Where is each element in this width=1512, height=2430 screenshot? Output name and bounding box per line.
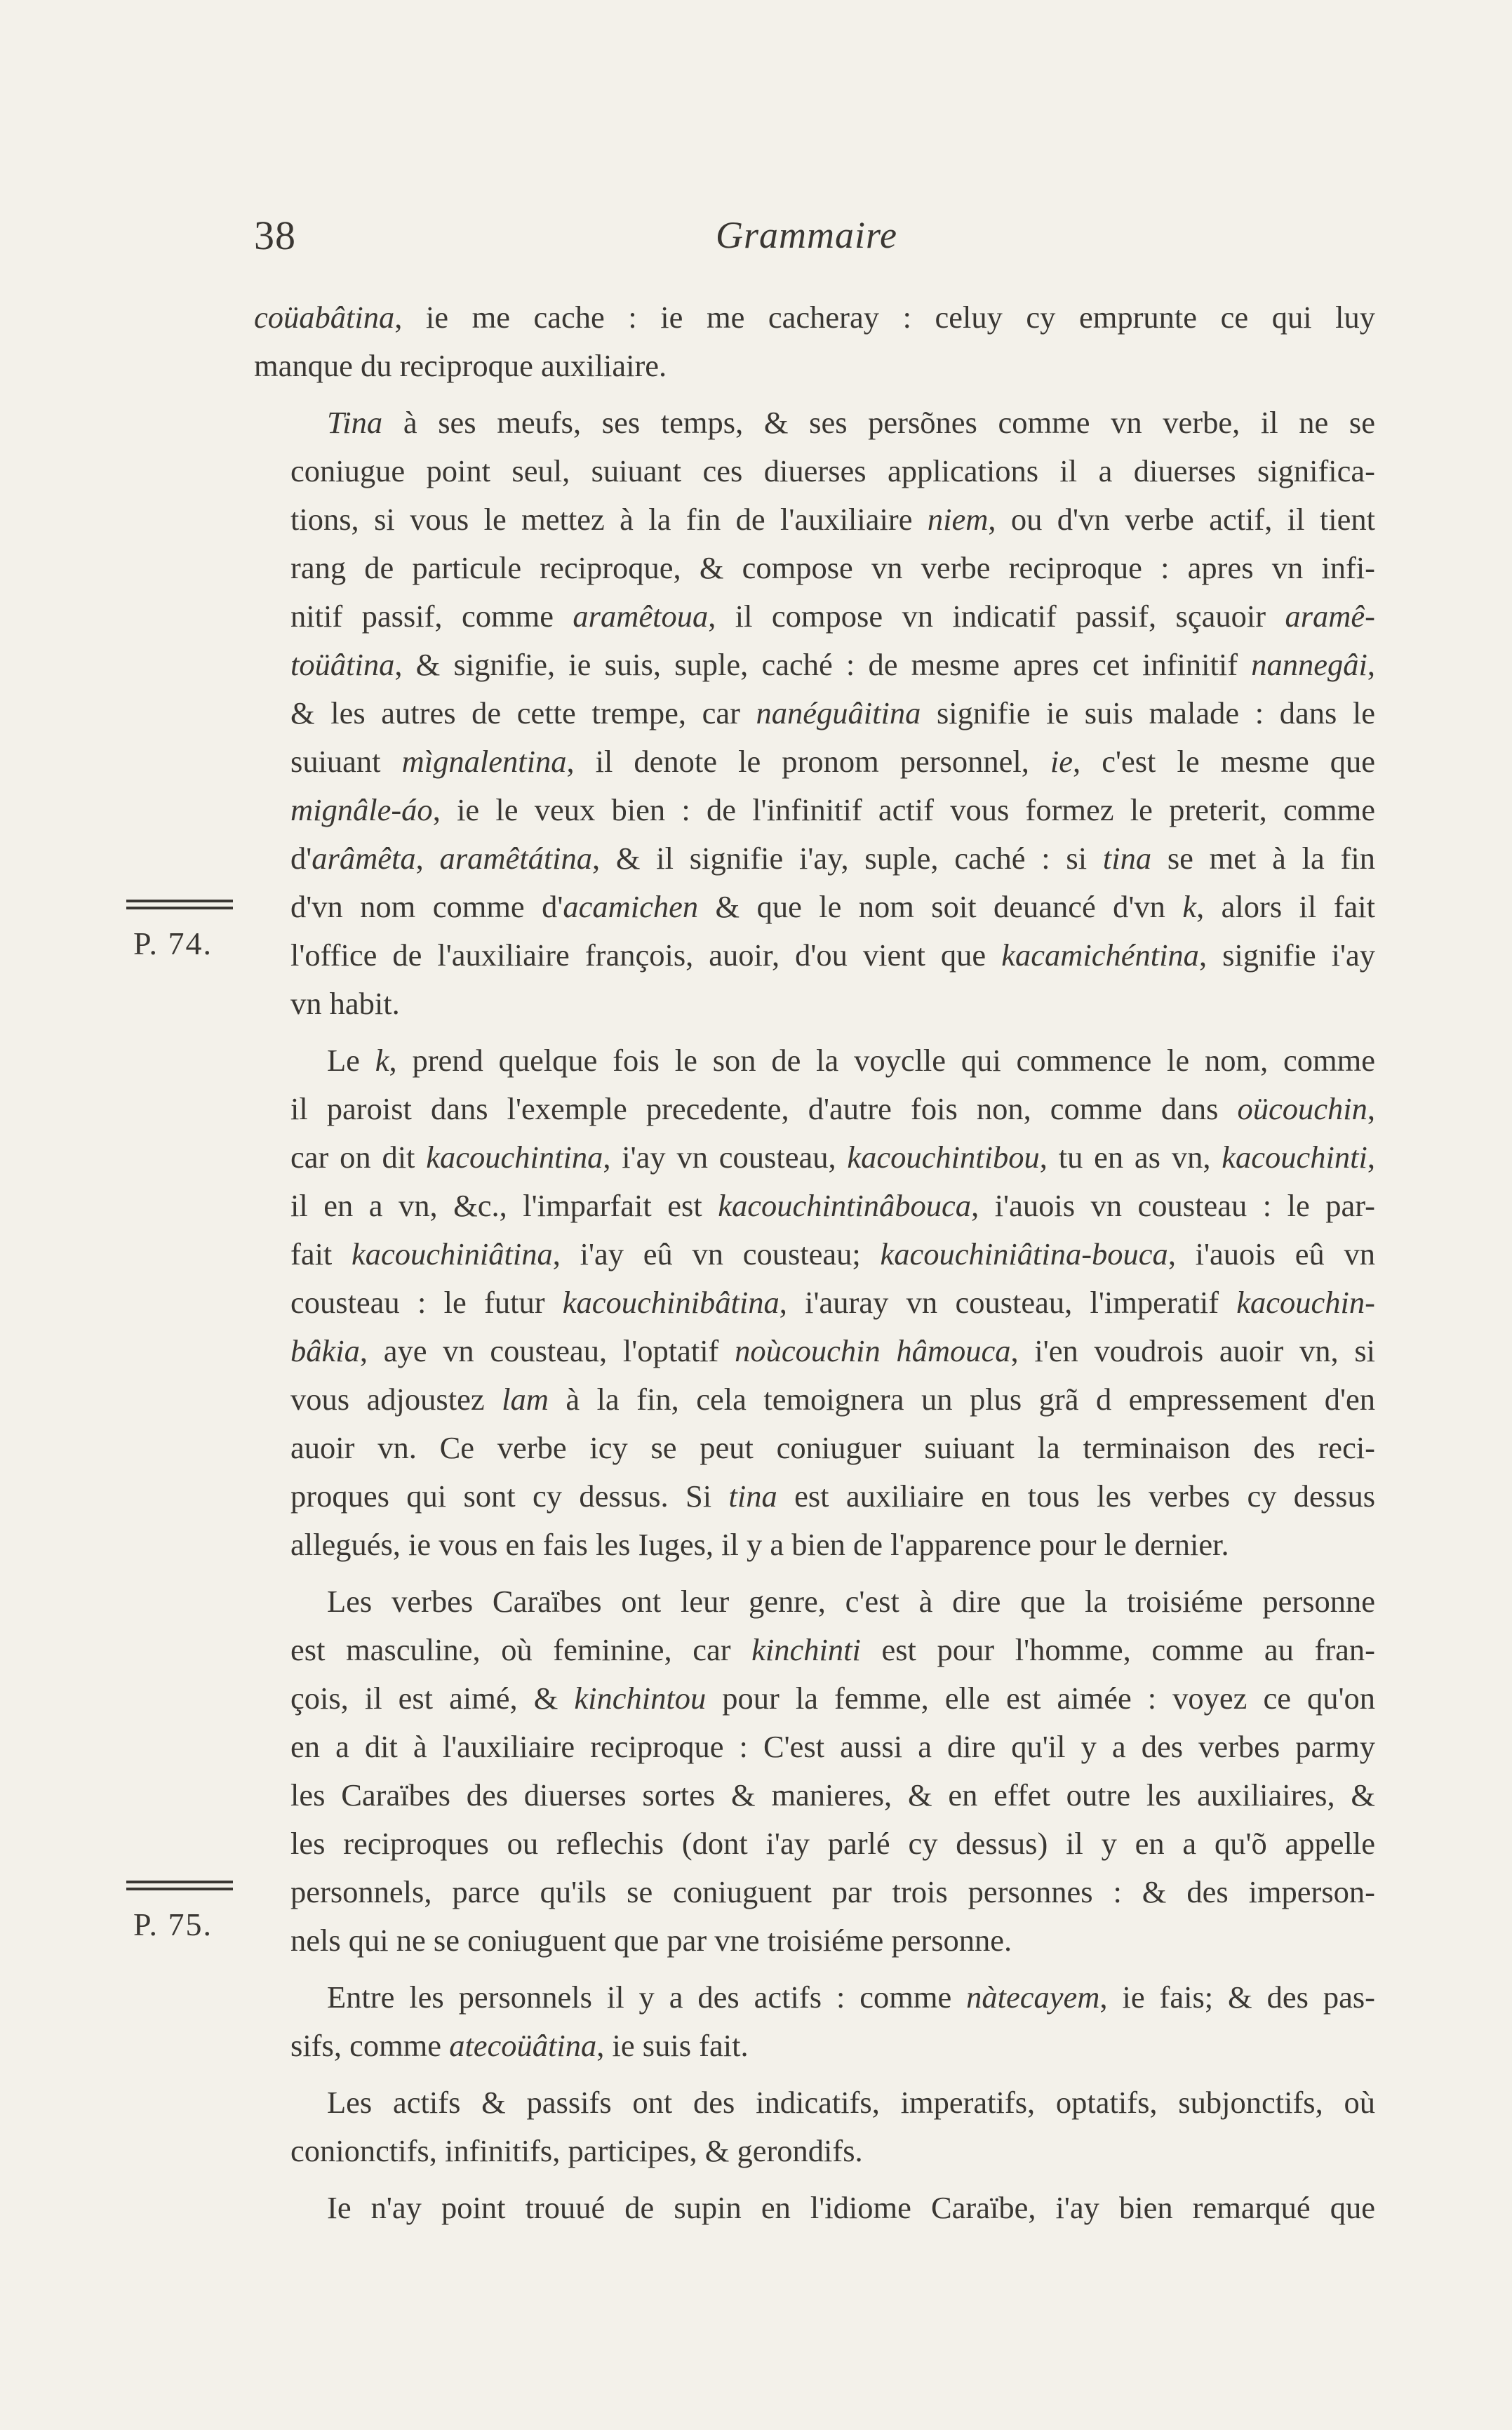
italic-term: arâmêta xyxy=(312,841,416,876)
text-line xyxy=(254,1085,1375,1133)
text-line xyxy=(254,1521,1375,1569)
text-line xyxy=(254,1820,1375,1868)
text-run: est pour l'homme, comme au fran- xyxy=(860,1632,1375,1667)
text-run: & les autres de cette trempe, car xyxy=(290,695,756,730)
text-run: , ie me cache : ie me cacheray : celuy cy emprunte ce qui luy xyxy=(394,300,1375,335)
text-run: , xyxy=(1367,1091,1375,1126)
text-line xyxy=(254,1472,1375,1521)
italic-term: mìgnalentina xyxy=(401,744,567,779)
text-line xyxy=(254,399,1375,447)
text-run: les Caraïbes des diuerses sortes & manieres, & en effet outre les auxiliaires, & xyxy=(290,1777,1375,1813)
text-line xyxy=(254,1133,1375,1182)
italic-term: toüâtina xyxy=(290,647,395,682)
text-line xyxy=(254,1771,1375,1820)
text-run: vous adjoustez xyxy=(290,1382,502,1417)
text-run: il en a vn, &c., l'imparfait est xyxy=(290,1188,718,1223)
text-line xyxy=(254,689,1375,737)
text-run: Les actifs & passifs ont des indicatifs, imperatifs, optatifs, subjonctifs, où xyxy=(327,2085,1375,2120)
text-run: personnels, parce qu'ils se coniuguent par trois personnes : & des imperson- xyxy=(290,1874,1375,1909)
text-run: , ou d'vn verbe actif, il tient xyxy=(988,502,1375,537)
italic-term: tina xyxy=(1102,841,1152,876)
text-run: , xyxy=(1367,647,1375,682)
text-line xyxy=(254,1327,1375,1375)
text-run: , xyxy=(415,841,440,876)
text-line xyxy=(254,1036,1375,1085)
text-line xyxy=(254,2022,1375,2070)
italic-term: noùcouchin hâmouca xyxy=(735,1333,1011,1368)
paragraph xyxy=(254,1577,1375,1965)
text-line xyxy=(254,293,1375,342)
text-run: est auxiliaire en tous les verbes cy dessus xyxy=(777,1478,1376,1514)
text-run: , c'est le mesme que xyxy=(1073,744,1375,779)
italic-term: aramê- xyxy=(1285,599,1375,634)
italic-term: lam xyxy=(502,1382,549,1417)
paragraph xyxy=(254,399,1375,1028)
text-run: est masculine, où feminine, car xyxy=(290,1632,752,1667)
text-run: nels qui ne se coniuguent que par vne troisiéme personne. xyxy=(290,1923,1012,1958)
text-line xyxy=(254,1375,1375,1424)
text-run: , i'auray vn cousteau, l'imperatif xyxy=(779,1285,1237,1320)
text-run: proques qui sont cy dessus. Si xyxy=(290,1478,729,1514)
text-run: rang de particule reciproque, & compose vn verbe reciproque : apres vn infi- xyxy=(290,550,1375,585)
text-line xyxy=(254,495,1375,544)
text-run: à ses meufs, ses temps, & ses persõnes comme vn verbe, il ne se xyxy=(382,405,1375,440)
paragraph xyxy=(254,293,1375,390)
text-run: tions, si vous le mettez à la fin de l'auxiliaire xyxy=(290,502,928,537)
italic-term: kacouchintinâbouca xyxy=(718,1188,972,1223)
text-run: , tu en as vn, xyxy=(1039,1140,1222,1175)
text-run: Les verbes Caraïbes ont leur genre, c'est à dire que la troisiéme personne xyxy=(327,1584,1375,1619)
text-run: nitif passif, comme xyxy=(290,599,573,634)
italic-term: kacouchiniâtina-bouca xyxy=(880,1236,1168,1271)
text-run: , ie le veux bien : de l'infinitif actif vous formez le preterit, comme xyxy=(432,792,1375,827)
text-run: l'office de l'auxiliaire françois, auoir, d'ou vient que xyxy=(290,937,1002,973)
text-run: Ie n'ay point trouué de supin en l'idiome Caraïbe, i'ay bien remarqué que xyxy=(327,2190,1375,2225)
italic-term: kacamichéntina xyxy=(1001,937,1199,973)
italic-term: nanéguâitina xyxy=(756,695,921,730)
text-run: Entre les personnels il y a des actifs : comme xyxy=(327,1980,967,2015)
text-run: cousteau : le futur xyxy=(290,1285,563,1320)
text-run: allegués, ie vous en fais les Iuges, il y a bien de l'apparence pour le dernier. xyxy=(290,1527,1229,1562)
italic-term: kacouchinti xyxy=(1222,1140,1367,1175)
italic-term: tina xyxy=(728,1478,777,1514)
text-line xyxy=(254,1182,1375,1230)
text-line xyxy=(254,641,1375,689)
text-run: il paroist dans l'exemple precedente, d'autre fois non, comme dans xyxy=(290,1091,1238,1126)
text-line xyxy=(254,447,1375,495)
italic-term: aramêtátina xyxy=(439,841,593,876)
margin-page-reference: P. 75. xyxy=(133,1907,213,1942)
italic-term: mignâle-áo xyxy=(290,792,433,827)
italic-term: kacouchin- xyxy=(1236,1285,1375,1320)
text-line xyxy=(254,737,1375,786)
text-run: çois, il est aimé, & xyxy=(290,1681,575,1716)
text-line xyxy=(254,2184,1375,2232)
text-run: d' xyxy=(290,841,312,876)
text-run: signifie ie suis malade : dans le xyxy=(921,695,1375,730)
text-run: en a dit à l'auxiliaire reciproque : C'est aussi a dire qu'il y a des verbes parmy xyxy=(290,1729,1375,1764)
text-line xyxy=(254,1723,1375,1771)
text-line xyxy=(254,1279,1375,1327)
italic-term: ie xyxy=(1050,744,1073,779)
text-line xyxy=(254,2078,1375,2127)
text-line xyxy=(254,544,1375,592)
margin-double-rule xyxy=(126,900,233,909)
text-line xyxy=(254,786,1375,834)
paragraph xyxy=(254,2184,1375,2232)
text-line xyxy=(254,592,1375,641)
margin-double-rule xyxy=(126,1881,233,1890)
text-run: sifs, comme xyxy=(290,2028,450,2063)
text-run: , aye vn cousteau, l'optatif xyxy=(359,1333,735,1368)
text-run: , ie fais; & des pas- xyxy=(1099,1980,1375,2015)
italic-term: coüabâtina xyxy=(254,300,395,335)
paragraph xyxy=(254,1973,1375,2070)
body-text xyxy=(254,293,1375,2241)
margin-page-reference: P. 74. xyxy=(133,926,213,961)
text-line xyxy=(254,1577,1375,1626)
text-run: vn habit. xyxy=(290,986,400,1021)
text-line xyxy=(254,1674,1375,1723)
text-run: Le xyxy=(327,1043,375,1078)
italic-term: oücouchin xyxy=(1237,1091,1367,1126)
italic-term: atecoüâtina xyxy=(449,2028,597,2063)
text-line xyxy=(254,1868,1375,1916)
italic-term: niem xyxy=(927,502,989,537)
italic-term: kacouchiniâtina xyxy=(352,1236,553,1271)
italic-term: nannegâi xyxy=(1251,647,1367,682)
text-run: , i'en voudrois auoir vn, si xyxy=(1010,1333,1375,1368)
text-run: , i'auois eû vn xyxy=(1168,1236,1375,1271)
text-run: & que le nom soit deuancé d'vn xyxy=(698,889,1183,924)
text-line xyxy=(254,2127,1375,2175)
page-title: Grammaire xyxy=(716,214,897,256)
text-run: les reciproques ou reflechis (dont i'ay parlé cy dessus) il y en a qu'õ appelle xyxy=(290,1826,1375,1861)
text-run: , il denote le pronom personnel, xyxy=(566,744,1050,779)
text-run: pour la femme, elle est aimée : voyez ce qu'on xyxy=(706,1681,1376,1716)
paragraph xyxy=(254,1036,1375,1569)
text-run: , i'ay eû vn cousteau; xyxy=(552,1236,881,1271)
text-run: d'vn nom comme d' xyxy=(290,889,563,924)
italic-term: k xyxy=(1182,889,1197,924)
text-line xyxy=(254,1916,1375,1965)
italic-term: acamichen xyxy=(563,889,699,924)
text-line xyxy=(254,980,1375,1028)
text-line xyxy=(254,1973,1375,2022)
italic-term: aramêtoua xyxy=(573,599,709,634)
text-run: , alors il fait xyxy=(1196,889,1375,924)
text-run: fait xyxy=(290,1236,352,1271)
text-run: , i'auois vn cousteau : le par- xyxy=(971,1188,1375,1223)
text-run: , signifie i'ay xyxy=(1198,937,1375,973)
text-run: auoir vn. Ce verbe icy se peut coniuguer suiuant la terminaison des reci- xyxy=(290,1430,1375,1465)
text-line xyxy=(254,342,1375,390)
italic-term: kacouchinibâtina xyxy=(562,1285,780,1320)
text-run: , prend quelque fois le son de la voyclle qui commence le nom, comme xyxy=(389,1043,1375,1078)
text-run: , & il signifie i'ay, suple, caché : si xyxy=(592,841,1103,876)
text-run: manque du reciproque auxiliaire. xyxy=(254,348,667,383)
page-number: 38 xyxy=(254,213,296,258)
text-line xyxy=(254,834,1375,883)
text-run: , & signifie, ie suis, suple, caché : de mesme apres cet infinitif xyxy=(394,647,1252,682)
italic-term: kinchintou xyxy=(574,1681,707,1716)
paragraph xyxy=(254,2078,1375,2175)
italic-term: nàtecayem xyxy=(966,1980,1100,2015)
text-run: suiuant xyxy=(290,744,402,779)
text-run: conionctifs, infinitifs, participes, & gerondifs. xyxy=(290,2133,863,2168)
text-run: se met à la fin xyxy=(1151,841,1375,876)
italic-term: kacouchintibou xyxy=(847,1140,1040,1175)
text-run: , il compose vn indicatif passif, sçauoir xyxy=(708,599,1285,634)
text-run: car on dit xyxy=(290,1140,427,1175)
text-line xyxy=(254,1424,1375,1472)
italic-term: kinchinti xyxy=(751,1632,861,1667)
text-run: , ie suis fait. xyxy=(596,2028,749,2063)
text-line xyxy=(254,883,1375,931)
italic-term: kacouchintina xyxy=(426,1140,603,1175)
text-line xyxy=(254,1230,1375,1279)
italic-term: Tina xyxy=(327,405,383,440)
text-run: , xyxy=(1367,1140,1375,1175)
text-run: à la fin, cela temoignera un plus grã d empressement d'en xyxy=(548,1382,1375,1417)
text-run: coniugue point seul, suiuant ces diuerses applications il a diuerses significa- xyxy=(290,453,1375,488)
text-line xyxy=(254,1626,1375,1674)
text-run: , i'ay vn cousteau, xyxy=(603,1140,848,1175)
italic-term: bâkia xyxy=(290,1333,360,1368)
text-line xyxy=(254,931,1375,980)
running-head xyxy=(254,203,1375,267)
italic-term: k xyxy=(375,1043,389,1078)
